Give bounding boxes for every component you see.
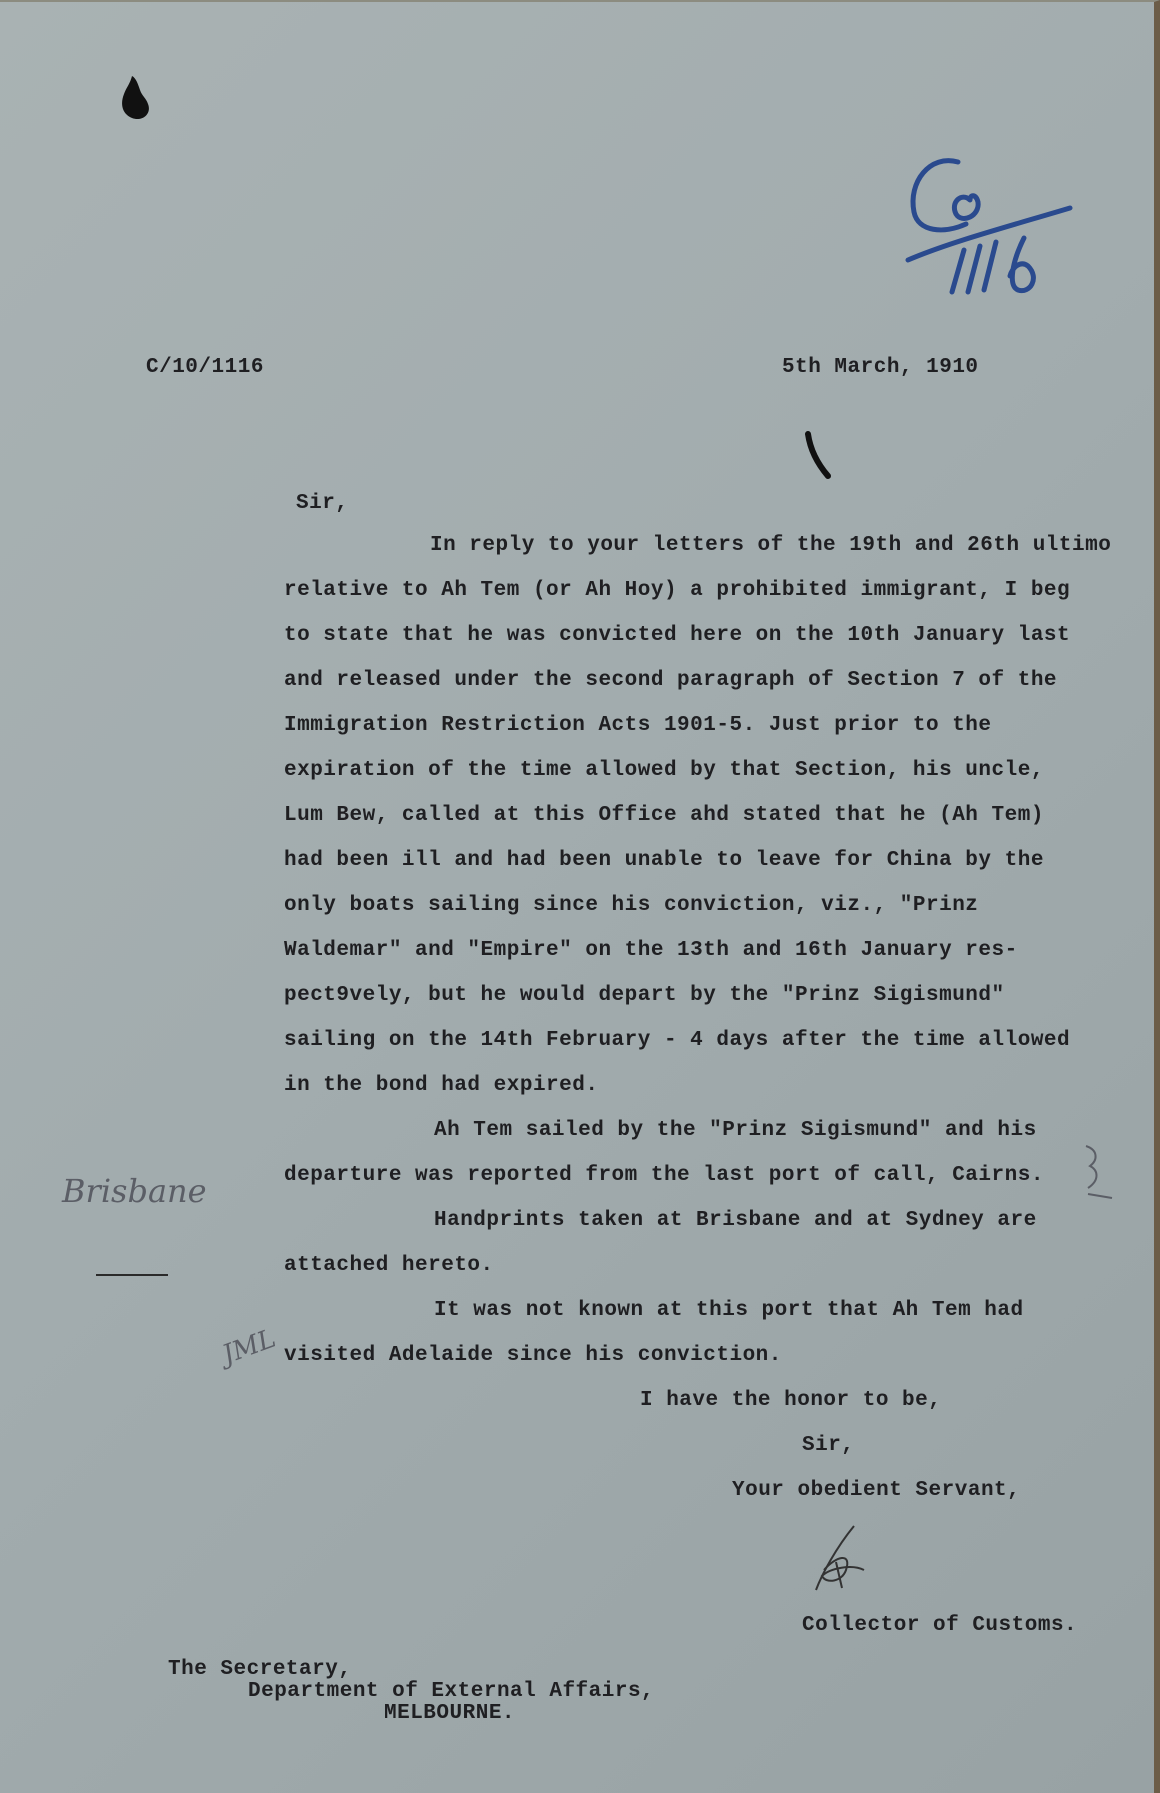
body-line: had been ill and had been unable to leave for China by the	[284, 849, 1044, 872]
body-line: expiration of the time allowed by that Section, his uncle,	[284, 759, 1044, 782]
margin-note-brisbane: Brisbane	[62, 1172, 207, 1210]
body-line: to state that he was convicted here on the 10th January last	[284, 624, 1071, 647]
body-line: departure was reported from the last port of call, Cairns.	[284, 1164, 1044, 1187]
margin-rule	[96, 1274, 168, 1276]
signature-title: Collector of Customs.	[802, 1614, 1078, 1637]
ink-blot	[118, 74, 154, 124]
address-line: Department of External Affairs,	[248, 1680, 655, 1703]
closing-line: Your obedient Servant,	[732, 1479, 1021, 1502]
body-line: It was not known at this port that Ah Tem had	[434, 1299, 1024, 1322]
body-line: attached hereto.	[284, 1254, 494, 1277]
body-line: visited Adelaide since his conviction.	[284, 1344, 782, 1367]
margin-bracket-mark	[1082, 1142, 1122, 1202]
body-line: and released under the second paragraph of Section 7 of the	[284, 669, 1058, 692]
closing-line: Sir,	[802, 1434, 855, 1457]
closing-line: I have the honor to be,	[640, 1389, 942, 1412]
salutation: Sir,	[296, 492, 349, 515]
body-line: only boats sailing since his conviction, viz., "Prinz	[284, 894, 979, 917]
body-line: sailing on the 14th February - 4 days after the time allowed	[284, 1029, 1071, 1052]
pencil-mark	[802, 430, 832, 480]
body-line: Ah Tem sailed by the "Prinz Sigismund" and his	[434, 1119, 1037, 1142]
address-line: MELBOURNE.	[384, 1702, 516, 1725]
body-line: Lum Bew, called at this Office ahd stated that he (Ah Tem)	[284, 804, 1044, 827]
body-line: in the bond had expired.	[284, 1074, 599, 1097]
file-reference: C/10/1116	[146, 356, 264, 379]
address-line: The Secretary,	[168, 1658, 352, 1681]
handwritten-file-reference	[900, 142, 1080, 312]
body-line: In reply to your letters of the 19th and 26th ultimo	[430, 534, 1112, 557]
body-line: pect9vely, but he would depart by the "Prinz Sigismund"	[284, 984, 1005, 1007]
signature	[806, 1518, 876, 1598]
body-line: Handprints taken at Brisbane and at Sydney are	[434, 1209, 1037, 1232]
body-line: relative to Ah Tem (or Ah Hoy) a prohibited immigrant, I beg	[284, 579, 1071, 602]
body-line: Immigration Restriction Acts 1901-5. Just prior to the	[284, 714, 992, 737]
margin-initials: JML	[218, 1323, 280, 1371]
body-line: Waldemar" and "Empire" on the 13th and 16th January res-	[284, 939, 1018, 962]
letter-date: 5th March, 1910	[782, 356, 979, 379]
